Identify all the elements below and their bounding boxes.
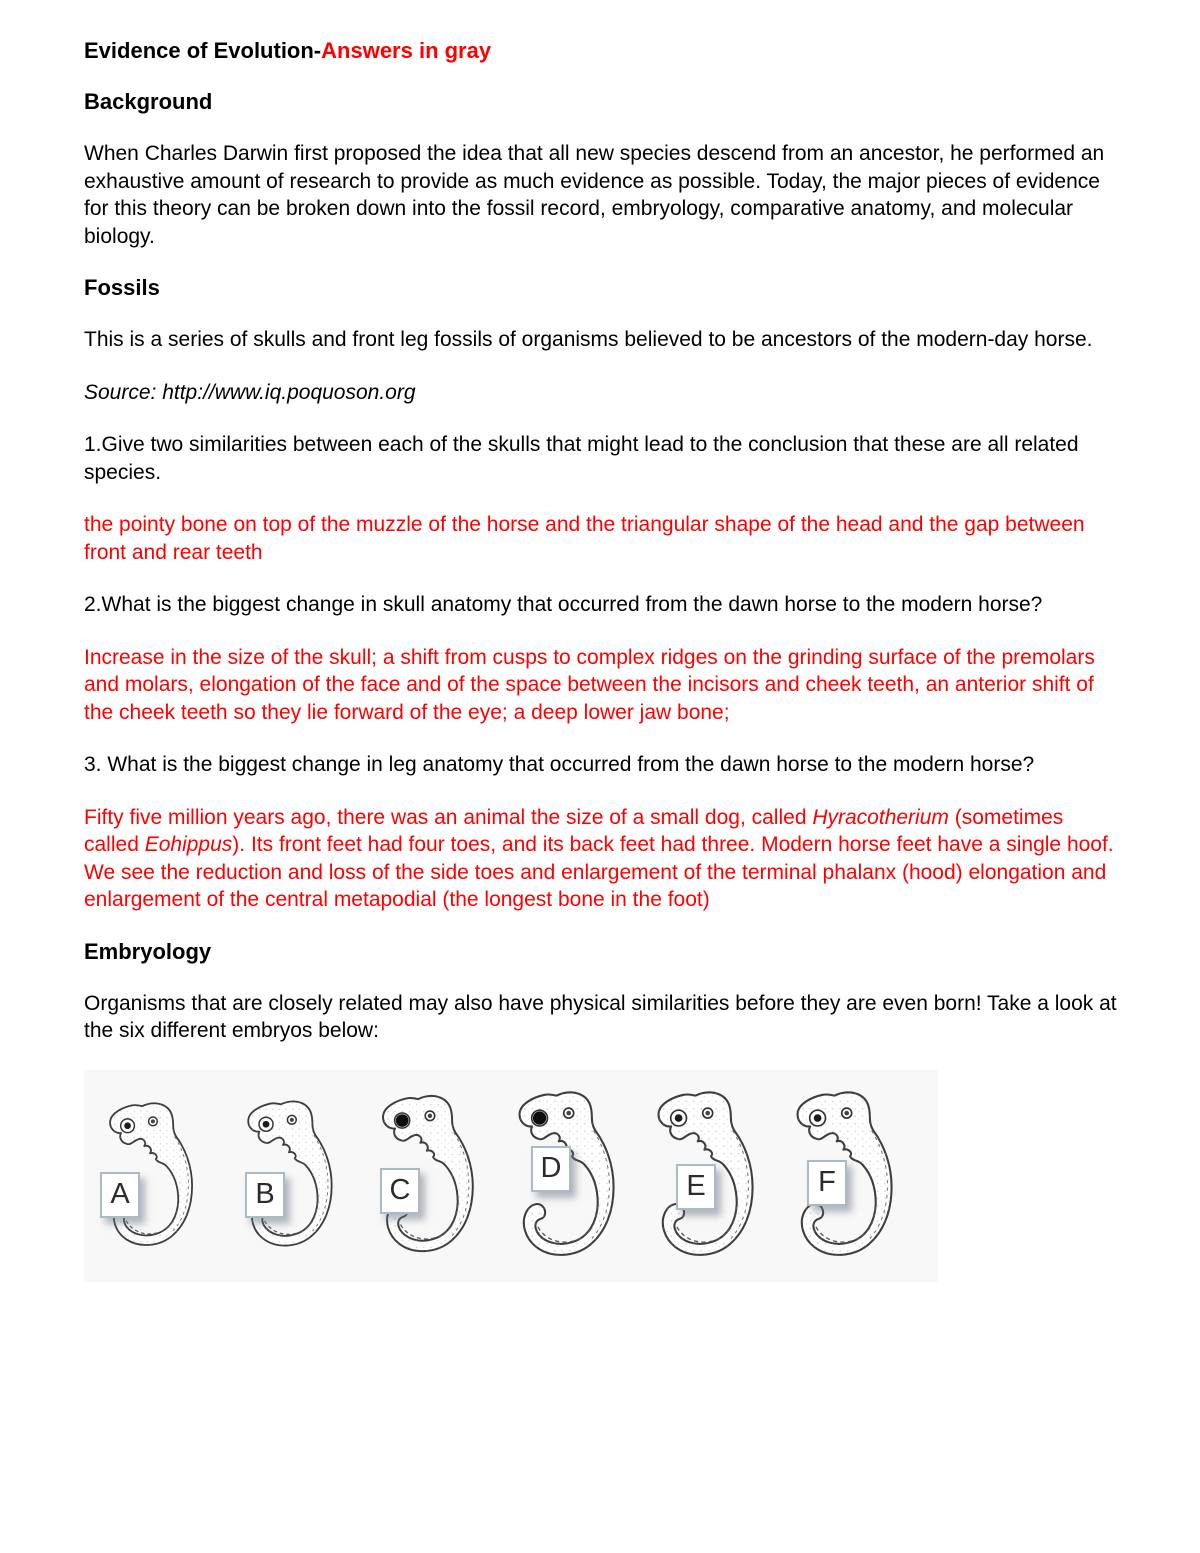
paragraph-background: When Charles Darwin first proposed the idea that all new species descend from an ancestor, he performed an exhaustive amount of research to provide as much evidence as possible. Today, the major pieces of evidence for this theory can be broken down into the fossil record, embryology, comparative anatomy, and molecular biology. bbox=[84, 142, 1105, 248]
answer-2: Increase in the size of the skull; a shift from cusps to complex ridges on the grinding surface of the premolars and molars, elongation of the face and of the space between the incisors and cheek teeth, an anterior shift of the cheek teeth so they lie forward of the eye; a deep lower jaw bone; bbox=[84, 645, 1095, 724]
title-red-part: Answers in gray bbox=[321, 38, 492, 63]
embryo-b bbox=[227, 1070, 366, 1282]
question-2: 2.What is the biggest change in skull anatomy that occurred from the dawn horse to the modern horse? bbox=[84, 593, 1043, 616]
embryo-a bbox=[88, 1070, 227, 1282]
answer-3 bbox=[84, 804, 1120, 914]
title-black-part: Evidence of Evolution- bbox=[84, 38, 322, 63]
embryo-label-b: B bbox=[245, 1172, 285, 1218]
embryo-e bbox=[644, 1070, 783, 1282]
page-title bbox=[84, 38, 1120, 64]
answer-3-part: (sometimes called bbox=[84, 805, 1064, 856]
paragraph-embryology-intro: Organisms that are closely related may also have physical similarities before they are even born! Take a look at the six different embryos below: bbox=[84, 991, 1117, 1042]
question-3: 3. What is the biggest change in leg anatomy that occurred from the dawn horse to the modern horse? bbox=[84, 753, 1035, 776]
paragraph-fossils-intro: This is a series of skulls and front leg fossils of organisms believed to be ancestors of the modern-day horse. bbox=[84, 328, 1093, 351]
answer-3-part: Fifty five million years ago, there was an animal the size of a small dog, called bbox=[84, 805, 813, 829]
heading-background: Background bbox=[84, 89, 213, 114]
heading-fossils: Fossils bbox=[84, 275, 160, 300]
answer-1: the pointy bone on top of the muzzle of the horse and the triangular shape of the head and the gap between front and rear teeth bbox=[84, 513, 1085, 564]
embryo-d bbox=[505, 1070, 644, 1282]
question-1: 1.Give two similarities between each of the skulls that might lead to the conclusion that these are all related species. bbox=[84, 433, 1079, 484]
embryo-f bbox=[783, 1070, 922, 1282]
answer-3-part: ). Its front feet had four toes, and its back feet had three. Modern horse feet have a single hoof. We see the reduction and loss of the side toes and enlargement of the terminal phalanx (hood) elongation and enlargement of the central metapodial (the longest bone in the foot) bbox=[84, 833, 1114, 911]
answer-3-species-name: Eohippus bbox=[144, 833, 233, 856]
answer-3-species-name: Hyracotherium bbox=[812, 805, 949, 829]
embryo-illustration bbox=[508, 1084, 641, 1267]
source-line: Source: http://www.iq.poquoson.org bbox=[84, 380, 416, 404]
embryo-illustration bbox=[786, 1084, 919, 1267]
embryo-label-a: A bbox=[100, 1172, 140, 1218]
heading-embryology: Embryology bbox=[84, 938, 212, 964]
embryo-label-e: E bbox=[676, 1164, 716, 1210]
embryo-label-f: F bbox=[807, 1160, 847, 1206]
embryo-c bbox=[366, 1070, 505, 1282]
embryo-label-c: C bbox=[380, 1168, 420, 1214]
embryo-label-d: D bbox=[531, 1146, 571, 1192]
embryo-figure bbox=[84, 1070, 938, 1282]
